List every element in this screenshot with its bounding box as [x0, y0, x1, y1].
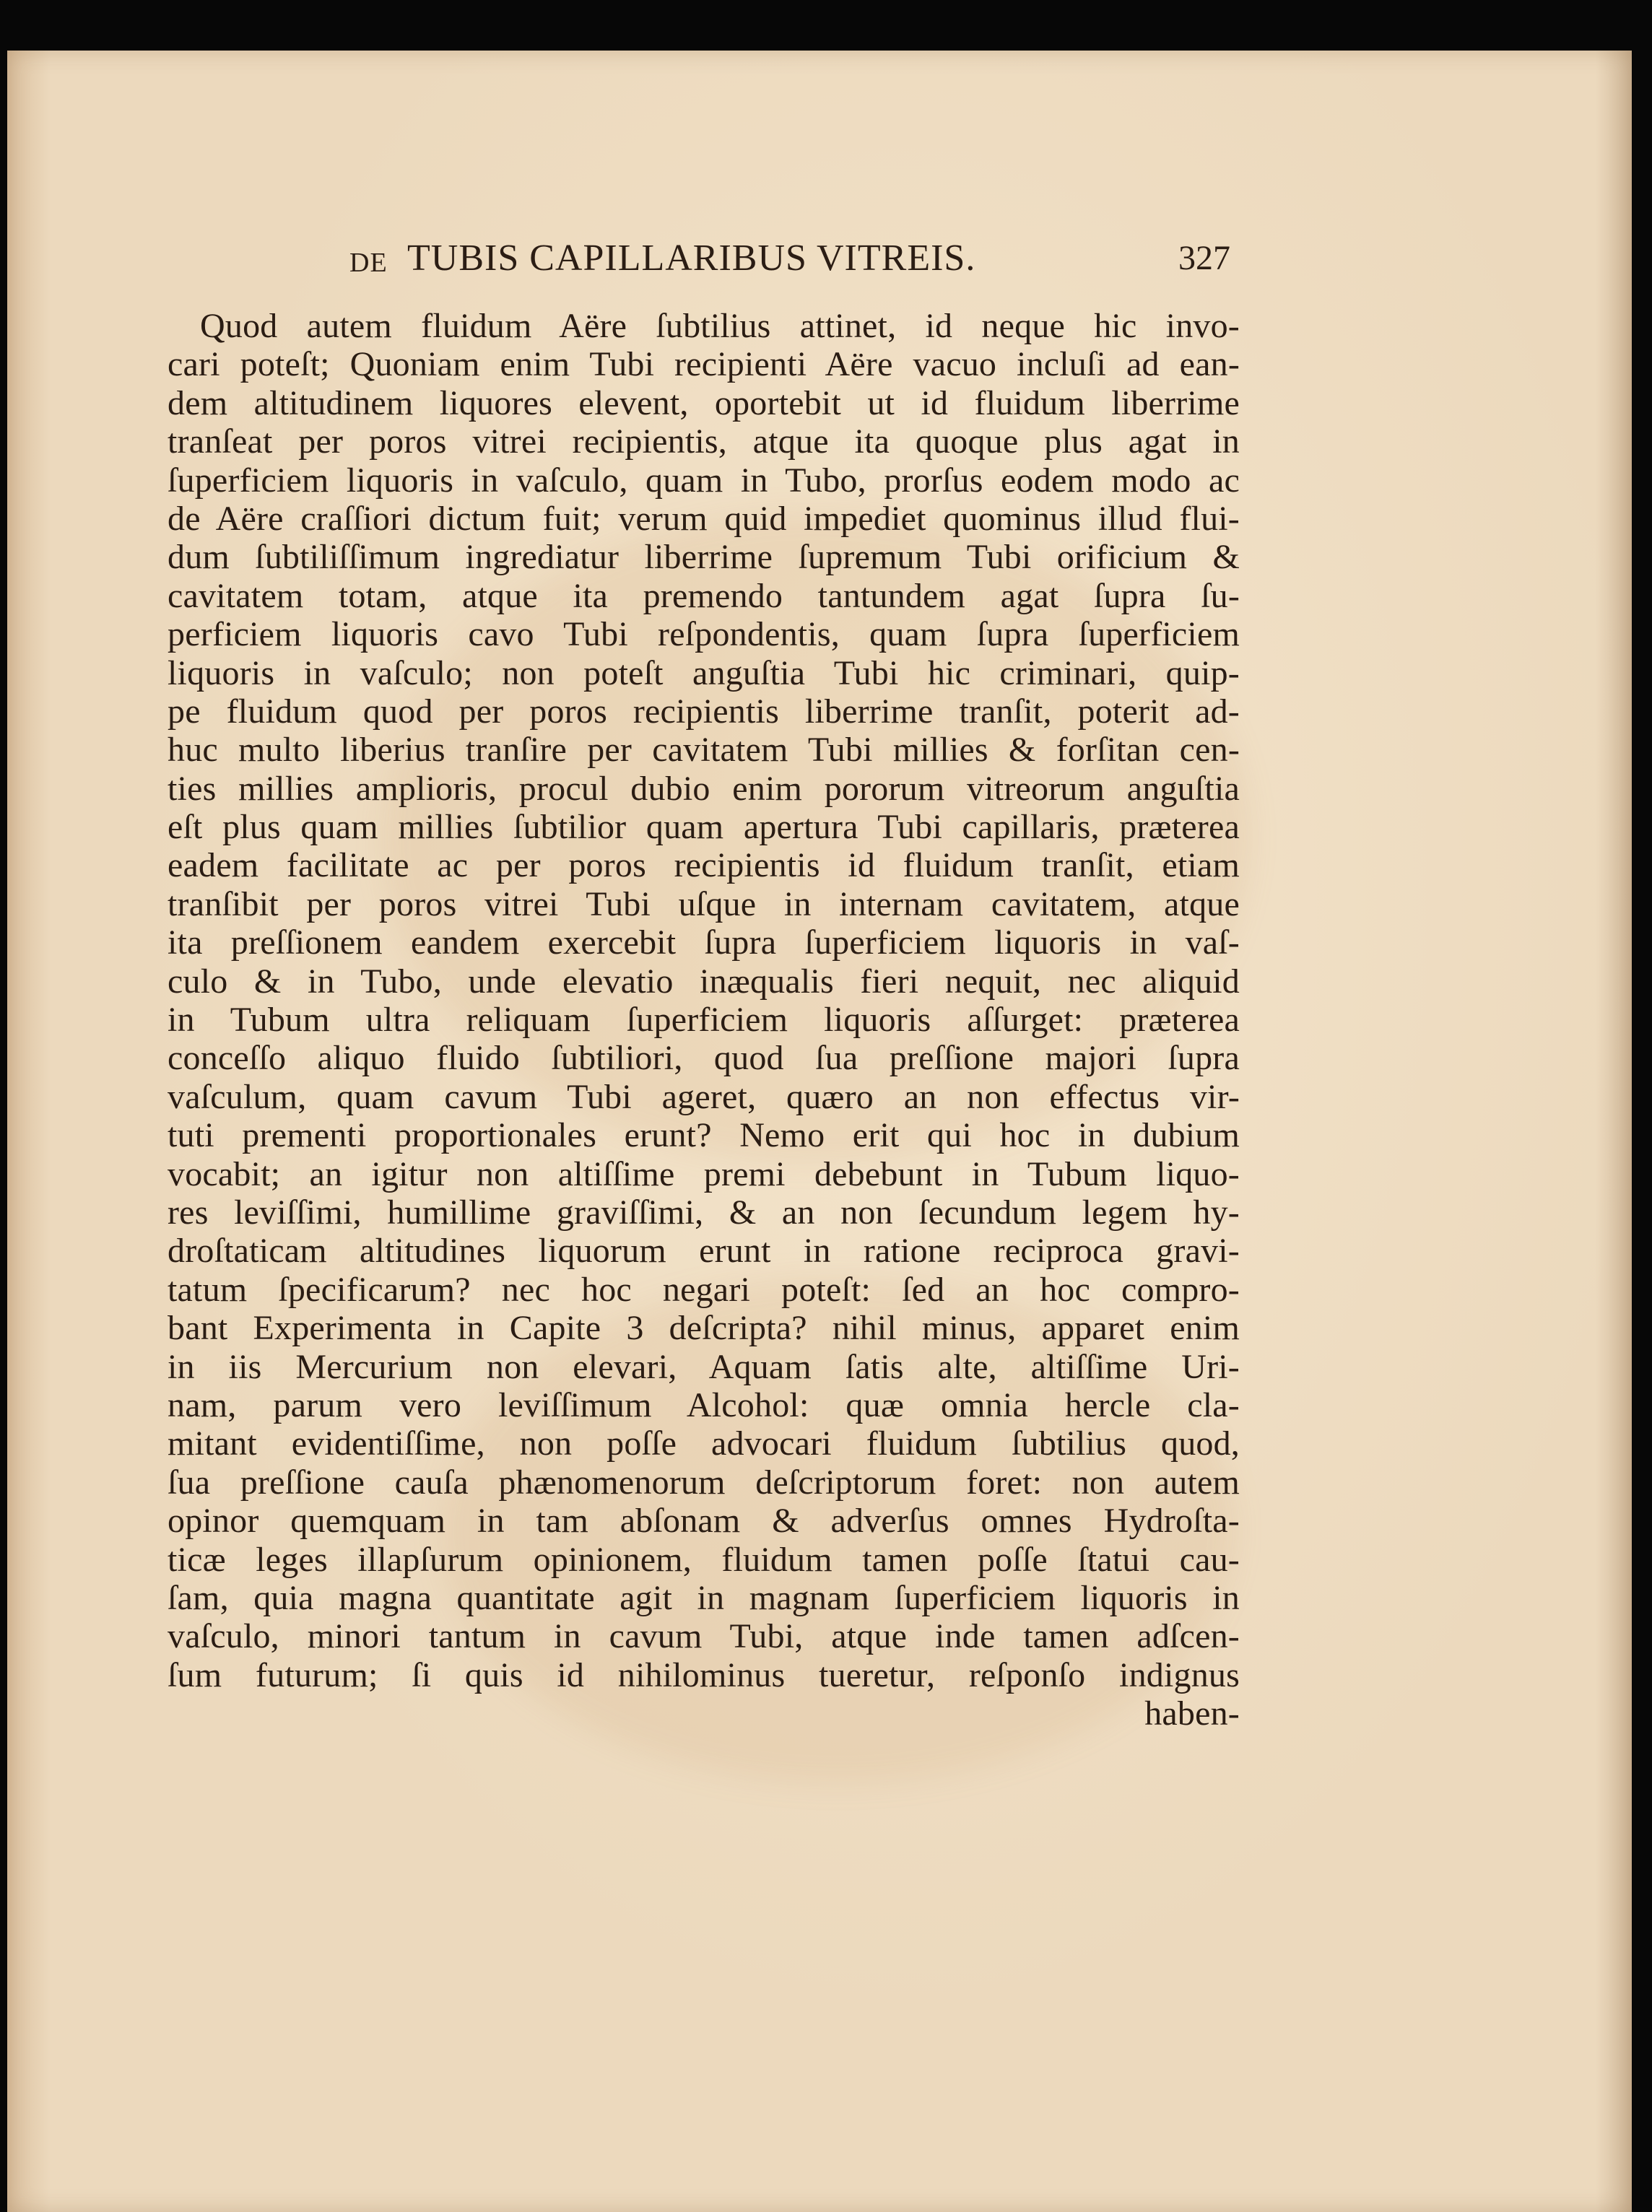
- page-number: 327: [1178, 239, 1230, 277]
- text-line: Quod autem fluidum Aëre ſubtilius attinet, id neque hic invo-: [200, 307, 1240, 345]
- text-line: culo & in Tubo, unde elevatio inæqualis fieri nequit, nec aliquid: [168, 962, 1240, 1001]
- running-head: [339, 232, 1278, 290]
- text-line: tranſeat per poros vitrei recipientis, atque ita quoque plus agat in: [168, 422, 1240, 461]
- text-line: vaſculo, minori tantum in cavum Tubi, atque inde tamen adſcen-: [168, 1617, 1240, 1656]
- text-line: ticæ leges illapſurum opinionem, fluidum tamen poſſe ſtatui cau-: [168, 1540, 1240, 1579]
- text-line: ties millies amplioris, procul dubio enim pororum vitreorum anguſtia: [168, 769, 1240, 808]
- catchword: haben-: [1144, 1694, 1240, 1733]
- text-line: ſam, quia magna quantitate agit in magnam ſuperficiem liquoris in: [168, 1578, 1240, 1617]
- text-line: de Aëre craſſiori dictum fuit; verum quid impediet quominus illud flui-: [168, 499, 1240, 538]
- text-line: opinor quemquam in tam abſonam & adverſus omnes Hydroſta-: [168, 1502, 1240, 1541]
- text-line: dem altitudinem liquores elevent, oportebit ut id fluidum liberrime: [168, 383, 1240, 422]
- running-head-prefix: DE: [349, 248, 388, 278]
- text-line: ſuperficiem liquoris in vaſculo, quam in Tubo, prorſus eodem modo ac: [168, 461, 1240, 500]
- text-line: in iis Mercurium non elevari, Aquam ſatis alte, altiſſime Uri-: [168, 1347, 1240, 1386]
- text-line: pe fluidum quod per poros recipientis liberrime tranſit, poterit ad-: [168, 692, 1240, 731]
- text-line: mitant evidentiſſime, non poſſe advocari fluidum ſubtilius quod,: [168, 1424, 1240, 1463]
- text-line: tuti prementi proportionales erunt? Nemo erit qui hoc in dubium: [168, 1116, 1240, 1155]
- text-line: vaſculum, quam cavum Tubi ageret, quæro an non effectus vir-: [168, 1077, 1240, 1116]
- text-line: huc multo liberius tranſire per cavitatem Tubi millies & forſitan cen-: [168, 731, 1240, 770]
- running-head-title: TUBIS CAPILLARIBUS VITREIS.: [407, 238, 976, 279]
- text-line: droſtaticam altitudines liquorum erunt in ratione reciproca gravi-: [168, 1232, 1240, 1271]
- text-line: eadem facilitate ac per poros recipientis id fluidum tranſit, etiam: [168, 846, 1240, 885]
- text-line: vocabit; an igitur non altiſſime premi debebunt in Tubum liquo-: [168, 1154, 1240, 1193]
- text-line: nam, parum vero leviſſimum Alcohol: quæ omnia hercle cla-: [168, 1385, 1240, 1424]
- text-line: perficiem liquoris cavo Tubi reſpondentis, quam ſupra ſuperficiem: [168, 615, 1240, 654]
- body-text: [168, 307, 1240, 1733]
- text-line: bant Experimenta in Capite 3 deſcripta? nihil minus, apparet enim: [168, 1309, 1240, 1348]
- text-line: tatum ſpecificarum? nec hoc negari poteſt: ſed an hoc compro-: [168, 1270, 1240, 1309]
- text-line: conceſſo aliquo fluido ſubtiliori, quod ſua preſſione majori ſupra: [168, 1039, 1240, 1078]
- text-line: eſt plus quam millies ſubtilior quam apertura Tubi capillaris, præterea: [168, 808, 1240, 847]
- text-line: cari poteſt; Quoniam enim Tubi recipienti Aëre vacuo incluſi ad ean-: [168, 345, 1240, 384]
- text-line: ſum futurum; ſi quis id nihilominus tueretur, reſponſo indignus: [168, 1655, 1240, 1694]
- text-line: dum ſubtiliſſimum ingrediatur liberrime ſupremum Tubi orificium &: [168, 538, 1240, 577]
- text-line: res leviſſimi, humillime graviſſimi, & an non ſecundum legem hy-: [168, 1193, 1240, 1232]
- text-line: ita preſſionem eandem exercebit ſupra ſuperficiem liquoris in vaſ-: [168, 923, 1240, 962]
- text-line: ſua preſſione cauſa phænomenorum deſcriptorum foret: non autem: [168, 1463, 1240, 1502]
- text-line: in Tubum ultra reliquam ſuperficiem liquoris aſſurget: præterea: [168, 1001, 1240, 1040]
- text-line: liquoris in vaſculo; non poteſt anguſtia Tubi hic criminari, quip-: [168, 653, 1240, 692]
- text-line: tranſibit per poros vitrei Tubi uſque in internam cavitatem, atque: [168, 884, 1240, 923]
- text-line: cavitatem totam, atque ita premendo tantundem agat ſupra ſu-: [168, 576, 1240, 615]
